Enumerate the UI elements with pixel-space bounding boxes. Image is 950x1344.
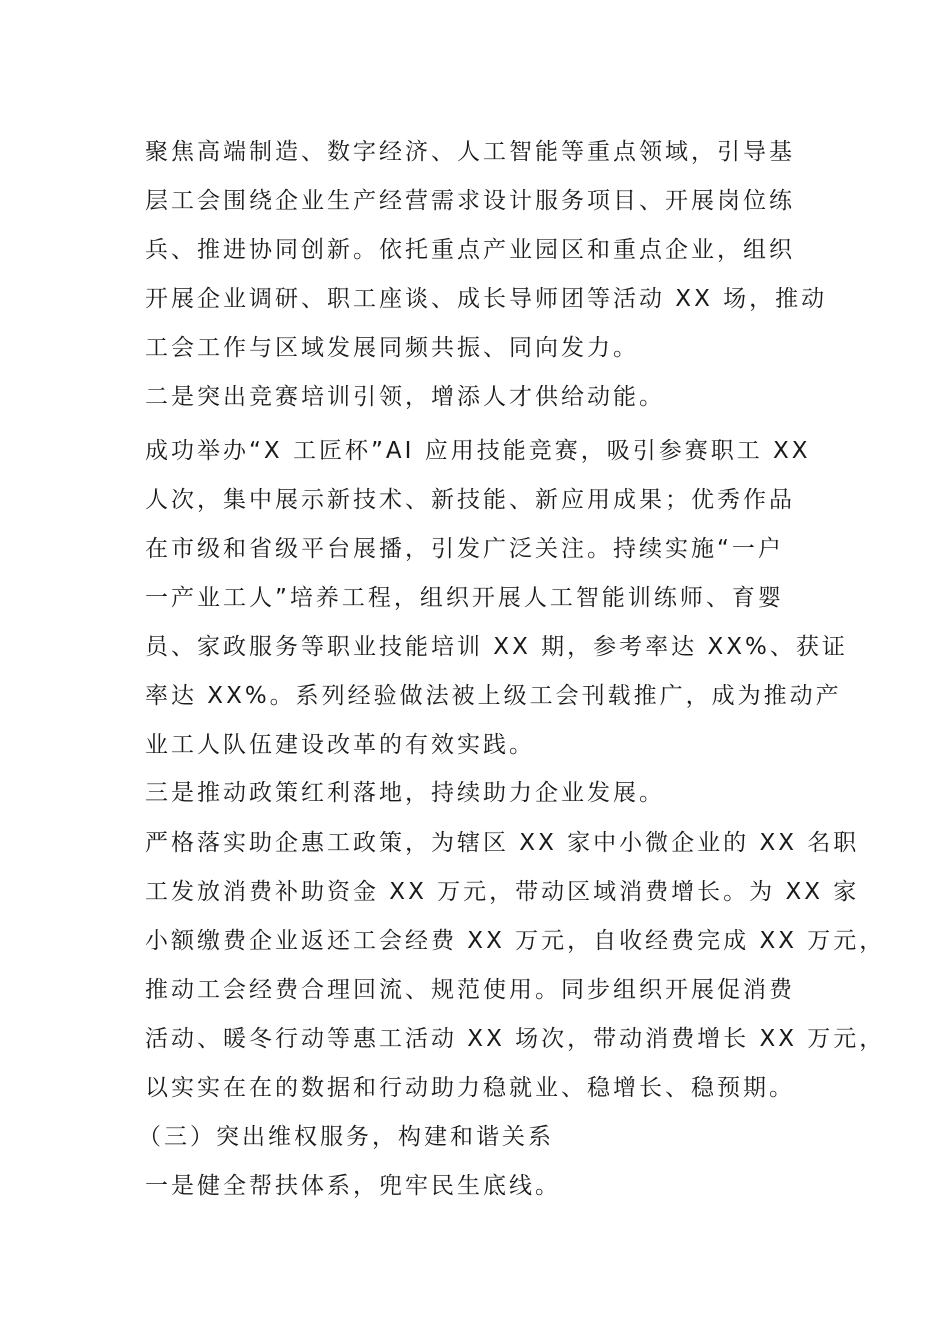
subheading-line: 一是健全帮扶体系，兜牢民生底线。 bbox=[145, 1173, 561, 1199]
text-line: 推动工会经费合理回流、规范使用。同步组织开展促消费 bbox=[145, 977, 795, 1003]
text-line: 开展企业调研、职工座谈、成长导师团等活动 XX 场，推动 bbox=[145, 286, 828, 312]
text-line: 以实实在在的数据和行动助力稳就业、稳增长、稳预期。 bbox=[145, 1075, 795, 1101]
text-line: 聚焦高端制造、数字经济、人工智能等重点领域，引导基 bbox=[145, 139, 795, 165]
text-line: 业工人队伍建设改革的有效实践。 bbox=[145, 732, 535, 758]
text-line: 小额缴费企业返还工会经费 XX 万元，自收经费完成 XX 万元， bbox=[145, 928, 886, 954]
text-line: 活动、暖冬行动等惠工活动 XX 场次，带动消费增长 XX 万元， bbox=[145, 1026, 886, 1052]
text-line: 工会工作与区域发展同频共振、同向发力。 bbox=[145, 335, 639, 361]
subheading-line: 三是推动政策红利落地，持续助力企业发展。 bbox=[145, 780, 665, 806]
text-line: 工发放消费补助资金 XX 万元，带动区域消费增长。为 XX 家 bbox=[145, 879, 860, 905]
text-line: 在市级和省级平台展播，引发广泛关注。持续实施“一户 bbox=[145, 536, 784, 562]
text-line: 层工会围绕企业生产经营需求设计服务项目、开展岗位练 bbox=[145, 188, 795, 214]
text-line: 率达 XX%。系列经验做法被上级工会刊载推广，成为推动产 bbox=[145, 683, 842, 709]
text-line: 严格落实助企惠工政策，为辖区 XX 家中小微企业的 XX 名职 bbox=[145, 830, 860, 856]
text-line: 兵、推进协同创新。依托重点产业园区和重点企业，组织 bbox=[145, 237, 795, 263]
section-heading: （三）突出维权服务，构建和谐关系 bbox=[138, 1124, 554, 1150]
text-line: 成功举办“X 工匠杯”AI 应用技能竞赛，吸引参赛职工 XX bbox=[145, 438, 811, 464]
text-line: 人次，集中展示新技术、新技能、新应用成果；优秀作品 bbox=[145, 487, 795, 513]
text-line: 员、家政服务等职业技能培训 XX 期，参考率达 XX%、获证 bbox=[145, 634, 848, 660]
subheading-line: 二是突出竞赛培训引领，增添人才供给动能。 bbox=[145, 384, 665, 410]
text-line: 一产业工人”培养工程，组织开展人工智能训练师、育婴 bbox=[145, 585, 784, 611]
